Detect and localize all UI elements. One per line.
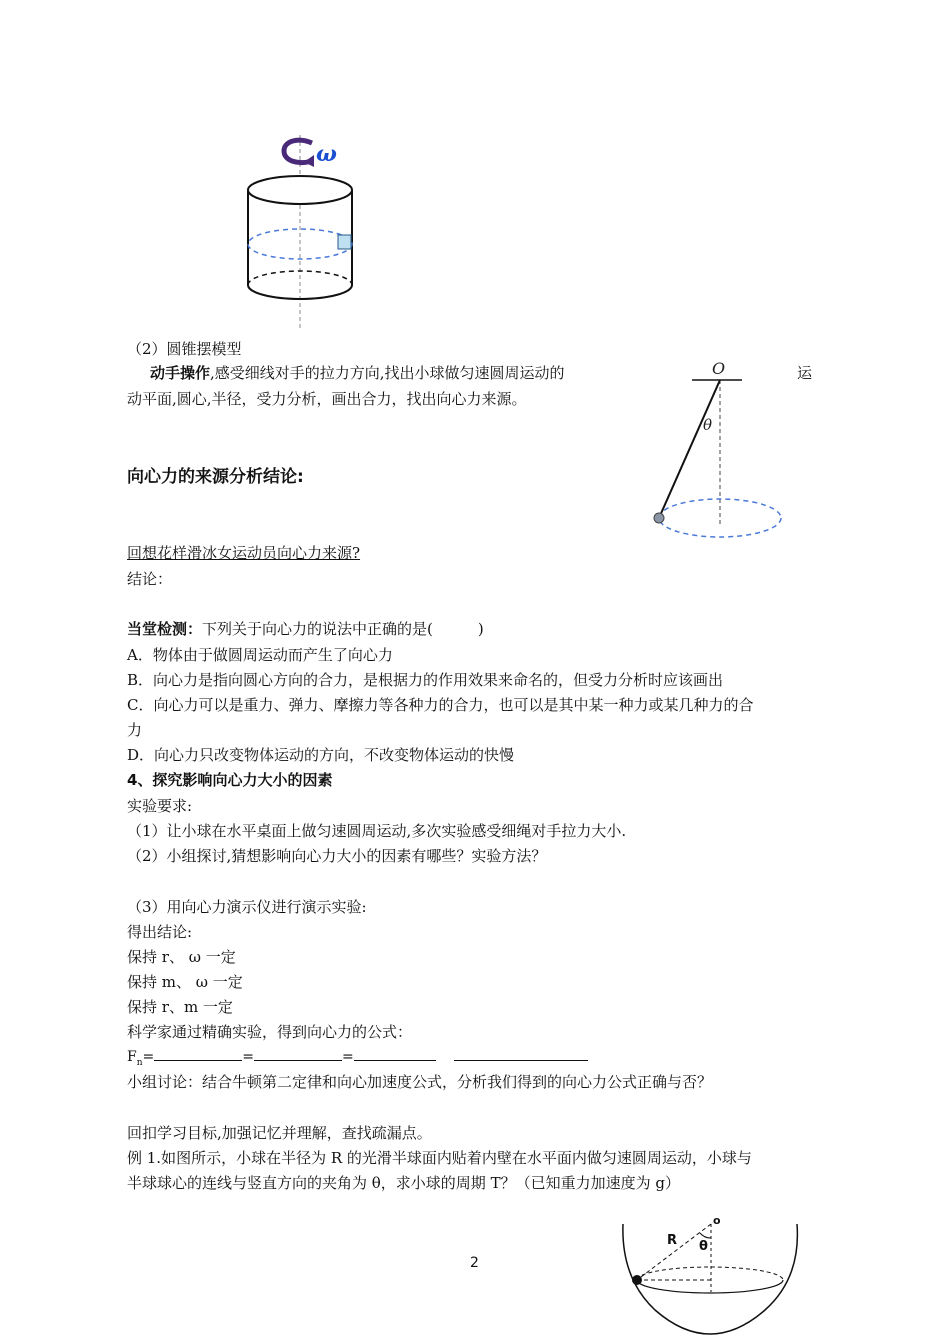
hands-on-line bbox=[150, 362, 565, 383]
cone-model-heading: （2）圆锥摆模型 bbox=[127, 340, 242, 358]
cylinder-figure bbox=[240, 135, 370, 330]
cone-pendulum-figure bbox=[650, 358, 790, 543]
formula-blank-1[interactable] bbox=[154, 1046, 242, 1061]
example1-line1: 例 1.如图所示，小球在半径为 R 的光滑半球面内贴着内壁在水平面内做匀速圆周运动，小球与 bbox=[127, 1149, 752, 1167]
angle-label: θ bbox=[703, 416, 713, 434]
radius-label: R bbox=[667, 1233, 678, 1248]
requirement-2: （2）小组探讨,猜想影响向心力大小的因素有哪些？实验方法？ bbox=[127, 847, 547, 865]
option-d: D．向心力只改变物体运动的方向，不改变物体运动的快慢 bbox=[127, 746, 515, 764]
conclusion-label: 结论： bbox=[127, 570, 173, 588]
hands-on-label: 动手操作 bbox=[150, 364, 211, 382]
requirement-3: （3）用向心力演示仪进行演示实验: bbox=[127, 898, 367, 916]
formula-subscript: n bbox=[136, 1057, 143, 1068]
option-c: C．向心力可以是重力、弹力、摩擦力等各种力的合力，也可以是其中某一种力或某几种力的合 bbox=[127, 696, 754, 714]
hands-on-line2: 动平面,圆心,半径，受力分析，画出合力，找出向心力来源。 bbox=[127, 390, 527, 408]
quiz-question bbox=[127, 618, 484, 639]
review-note: 回扣学习目标,加强记忆并理解，查找疏漏点。 bbox=[127, 1124, 432, 1142]
formula-blank-2[interactable] bbox=[254, 1046, 342, 1061]
center-label: o bbox=[713, 1214, 721, 1227]
recall-question: 回想花样滑冰女运动员向心力来源? bbox=[127, 544, 361, 562]
quiz-label: 当堂检测： bbox=[127, 620, 203, 638]
formula-line: $F_n=$ = = bbox=[127, 1046, 588, 1068]
group-discussion: 小组讨论：结合牛顿第二定律和向心加速度公式，分析我们得到的向心力公式正确与否？ bbox=[127, 1073, 713, 1091]
quiz-question-text: 下列关于向心力的说法中正确的是( ) bbox=[202, 620, 484, 638]
bowl-figure bbox=[615, 1214, 805, 1342]
omega-label: ω bbox=[316, 141, 337, 167]
keep-condition-3: 保持 r、m 一定 bbox=[127, 998, 233, 1016]
hands-on-text: ,感受细线对手的拉力方向,找出小球做匀速圆周运动的 bbox=[210, 364, 565, 382]
option-c-continued: 力 bbox=[127, 721, 143, 739]
conclusion-heading: 向心力的来源分析结论: bbox=[127, 467, 304, 487]
option-b: B．向心力是指向圆心方向的合力，是根据力的作用效果来命名的，但受力分析时应该画出 bbox=[127, 671, 724, 689]
example1-line2: 半球球心的连线与竖直方向的夹角为 θ，求小球的周期 T？（已知重力加速度为 g） bbox=[127, 1174, 680, 1192]
bowl-angle-label: θ bbox=[699, 1239, 708, 1254]
section4-heading: 4、探究影响向心力大小的因素 bbox=[127, 771, 333, 789]
page-number: 2 bbox=[470, 1255, 479, 1271]
keep-condition-2: 保持 m、 ω 一定 bbox=[127, 973, 243, 991]
formula-symbol: F bbox=[127, 1049, 137, 1065]
trailing-char: 运 bbox=[797, 364, 813, 382]
requirements-label: 实验要求: bbox=[127, 797, 193, 815]
pivot-label: O bbox=[712, 359, 726, 378]
formula-blank-4[interactable] bbox=[454, 1046, 588, 1061]
keep-condition-1: 保持 r、 ω 一定 bbox=[127, 948, 236, 966]
result-label: 得出结论: bbox=[127, 923, 193, 941]
formula-intro: 科学家通过精确实验，得到向心力的公式： bbox=[127, 1023, 413, 1041]
requirement-1: （1）让小球在水平桌面上做匀速圆周运动,多次实验感受细绳对手拉力大小. bbox=[127, 822, 627, 840]
option-a: A．物体由于做圆周运动而产生了向心力 bbox=[127, 646, 393, 664]
formula-blank-3[interactable] bbox=[354, 1046, 436, 1061]
